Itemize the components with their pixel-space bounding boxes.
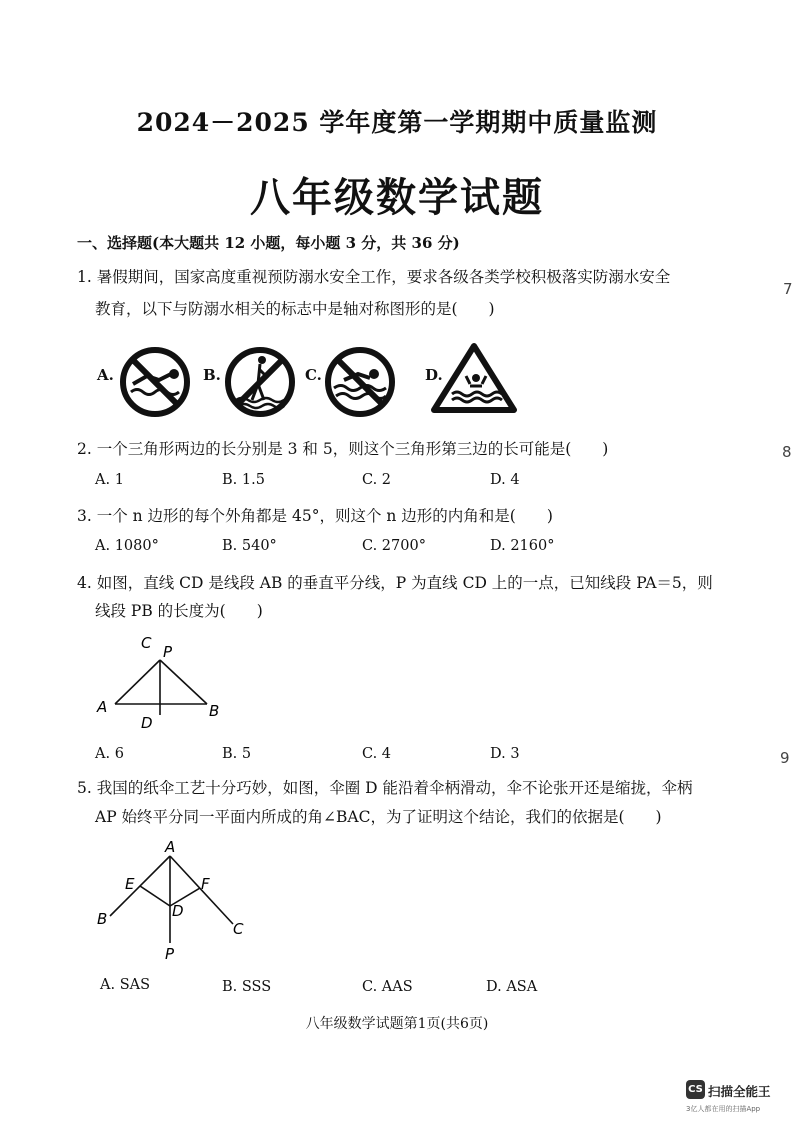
no-wading-sign-icon bbox=[222, 344, 298, 420]
q5-label-c: C bbox=[233, 920, 244, 938]
page-footer: 八年级数学试题第1页(共6页) bbox=[305, 1016, 489, 1032]
q5-label-d: D bbox=[172, 902, 184, 920]
scanner-logo-icon: CS bbox=[686, 1080, 705, 1099]
q5-option-b: B. SSS bbox=[222, 979, 272, 995]
q1-option-b-label: B. bbox=[203, 366, 221, 384]
scanner-tagline: 3亿人都在用的扫描App bbox=[686, 1105, 761, 1113]
q4-option-a: A. 6 bbox=[95, 746, 124, 762]
q4-label-c: C bbox=[141, 634, 152, 652]
q5-option-d: D. ASA bbox=[486, 979, 538, 995]
q4-option-d: D. 3 bbox=[490, 746, 520, 762]
q1-option-c-label: C. bbox=[305, 366, 322, 384]
q5-label-a: A bbox=[165, 838, 176, 856]
edge-mark-9: 9 bbox=[780, 749, 790, 767]
swimming-sign-icon bbox=[117, 344, 193, 420]
q5-line2: AP 始终平分同一平面内所成的角∠BAC，为了证明这个结论，我们的依据是( ) bbox=[95, 808, 662, 826]
scanner-watermark bbox=[686, 1080, 790, 1116]
q3-option-c: C. 2700° bbox=[362, 538, 426, 554]
no-swimming-sign-icon bbox=[322, 344, 398, 420]
q3-option-b: B. 540° bbox=[222, 538, 277, 554]
q4-figure bbox=[95, 630, 230, 735]
q1-option-d-label: D. bbox=[425, 366, 443, 384]
q4-label-d: D bbox=[141, 714, 153, 732]
q4-label-p: P bbox=[163, 643, 173, 661]
q2-option-c: C. 2 bbox=[362, 472, 392, 488]
q5-label-e: E bbox=[125, 875, 135, 893]
q1-option-a-label: A. bbox=[97, 366, 114, 384]
q2-option-b: B. 1.5 bbox=[222, 472, 265, 488]
q5-option-c: C. AAS bbox=[362, 979, 413, 995]
exam-title: 八年级数学试题 bbox=[250, 174, 544, 221]
q1-line1: 1. 暑假期间，国家高度重视预防溺水安全工作，要求各级各类学校积极落实防溺水安全 bbox=[77, 268, 671, 286]
q2-option-a: A. 1 bbox=[95, 472, 124, 488]
q3-option-d: D. 2160° bbox=[490, 538, 555, 554]
q4-segment-pa bbox=[115, 660, 160, 704]
q2-option-d: D. 4 bbox=[490, 472, 520, 488]
edge-mark-7: 7 bbox=[783, 280, 793, 298]
q4-label-b: B bbox=[209, 702, 220, 720]
q1-line2: 教育，以下与防溺水相关的标志中是轴对称图形的是( ) bbox=[95, 300, 495, 318]
q5-label-f: F bbox=[201, 875, 210, 893]
q5-strut-ed bbox=[140, 886, 170, 906]
section-heading: 一、选择题(本大题共 12 小题，每小题 3 分，共 36 分) bbox=[77, 234, 460, 252]
q5-line1: 5. 我国的纸伞工艺十分巧妙，如图，伞圈 D 能沿着伞柄滑动，伞不论张开还是缩拢，伞柄 bbox=[77, 779, 693, 797]
q4-segment-pb bbox=[160, 660, 207, 704]
q5-option-a: A. SAS bbox=[100, 977, 151, 993]
q4-label-a: A bbox=[97, 698, 108, 716]
q4-option-b: B. 5 bbox=[222, 746, 252, 762]
edge-mark-8: 8 bbox=[782, 443, 792, 461]
q5-label-b: B bbox=[97, 910, 108, 928]
q3-option-a: A. 1080° bbox=[95, 538, 159, 554]
q2-text: 2. 一个三角形两边的长分别是 3 和 5，则这个三角形第三边的长可能是( ) bbox=[77, 440, 609, 458]
q4-line1: 4. 如图，直线 CD 是线段 AB 的垂直平分线，P 为直线 CD 上的一点，已知线段 PA＝5，则 bbox=[77, 574, 713, 592]
q4-option-c: C. 4 bbox=[362, 746, 392, 762]
q4-line2: 线段 PB 的长度为( ) bbox=[95, 602, 263, 620]
drowning-warning-sign-icon bbox=[430, 340, 518, 416]
q3-text: 3. 一个 n 边形的每个外角都是 45°，则这个 n 边形的内角和是( ) bbox=[77, 507, 553, 525]
scanner-name: 扫描全能王 bbox=[708, 1084, 771, 1099]
q5-umbrella-figure bbox=[95, 838, 255, 966]
exam-header: 2024－2025 学年度第一学期期中质量监测 bbox=[136, 108, 658, 137]
q5-label-p: P bbox=[165, 945, 175, 963]
